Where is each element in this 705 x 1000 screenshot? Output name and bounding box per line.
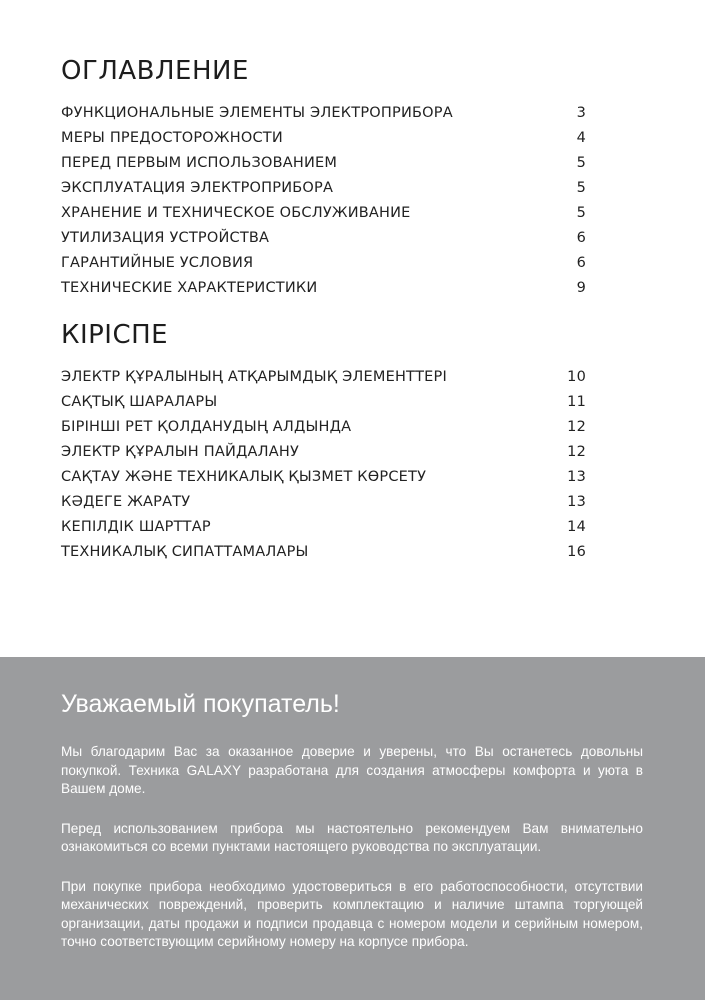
toc-entry[interactable] (61, 276, 586, 301)
toc-entry[interactable] (61, 365, 586, 390)
toc-entry-page: 5 (576, 205, 586, 221)
toc-entry-page: 4 (576, 130, 586, 146)
toc-kazakh (61, 318, 586, 565)
toc-entry-page: 9 (576, 280, 586, 296)
toc-entry-title: УТИЛИЗАЦИЯ УСТРОЙСТВА (61, 230, 270, 246)
toc-heading: ОГЛАВЛЕНИЕ (61, 56, 249, 86)
toc-entry[interactable] (61, 540, 586, 565)
toc-entry-title: САҚТЫҚ ШАРАЛАРЫ (61, 394, 218, 410)
toc-entry[interactable] (61, 465, 586, 490)
toc-entry[interactable] (61, 515, 586, 540)
toc-entry-page: 6 (576, 255, 586, 271)
toc-entry-page: 13 (567, 494, 586, 510)
toc-entry-title: ТЕХНИКАЛЫҚ СИПАТТАМАЛАРЫ (61, 544, 309, 560)
toc-entry-page: 12 (567, 444, 586, 460)
toc-entry[interactable] (61, 251, 586, 276)
toc-entry-page: 14 (567, 519, 586, 535)
greeting-title: Уважаемый покупатель! (61, 690, 340, 718)
toc-entry[interactable] (61, 201, 586, 226)
toc-entry[interactable] (61, 101, 586, 126)
toc-entry-title: ЭЛЕКТР ҚҰРАЛЫН ПАЙДАЛАНУ (61, 444, 299, 460)
toc-entry[interactable] (61, 415, 586, 440)
toc-entry-page: 3 (576, 105, 586, 121)
toc-entry-page: 16 (567, 544, 586, 560)
toc-entry-page: 12 (567, 419, 586, 435)
toc-entry-page: 10 (567, 369, 586, 385)
toc-entry-title: ГАРАНТИЙНЫЕ УСЛОВИЯ (61, 255, 254, 271)
toc-entry-page: 5 (576, 180, 586, 196)
toc-entry[interactable] (61, 176, 586, 201)
toc-entry[interactable] (61, 226, 586, 251)
toc-entry-title: ЭКСПЛУАТАЦИЯ ЭЛЕКТРОПРИБОРА (61, 180, 334, 196)
toc-entry[interactable] (61, 390, 586, 415)
toc-entry-title: КЕПІЛДІК ШАРТТАР (61, 519, 211, 535)
toc-entry-page: 6 (576, 230, 586, 246)
toc-entry-page: 5 (576, 155, 586, 171)
toc-entry[interactable] (61, 490, 586, 515)
toc-list (61, 101, 586, 301)
toc-entry[interactable] (61, 440, 586, 465)
toc-entry-title: МЕРЫ ПРЕДОСТОРОЖНОСТИ (61, 130, 283, 146)
greeting-paragraph: Перед использованием прибора мы настоятельно рекомендуем Вам внимательно ознакомиться со всеми пунктами настоящего руководства по эксплуатации. (61, 820, 643, 854)
greeting-panel (0, 657, 705, 1000)
toc-entry-title: ФУНКЦИОНАЛЬНЫЕ ЭЛЕМЕНТЫ ЭЛЕКТРОПРИБОРА (61, 105, 453, 121)
toc-entry[interactable] (61, 126, 586, 151)
toc-entry-title: ТЕХНИЧЕСКИЕ ХАРАКТЕРИСТИКИ (61, 280, 318, 296)
toc-entry-page: 13 (567, 469, 586, 485)
toc-entry-title: ХРАНЕНИЕ И ТЕХНИЧЕСКОЕ ОБСЛУЖИВАНИЕ (61, 205, 411, 221)
greeting-paragraph: При покупке прибора необходимо удостовериться в его работоспособности, отсутствии механических повреждений, проверить комплектацию и наличие штампа торгующей организации, даты продажи и подписи продавца с номером модели и серийным номером, точно соответствующим серийному номеру на корпусе прибора. (61, 878, 643, 949)
toc-heading: КІРІСПЕ (61, 320, 169, 350)
toc-entry-title: БІРІНШІ РЕТ ҚОЛДАНУДЫҢ АЛДЫНДА (61, 419, 352, 435)
toc-entry-title: ПЕРЕД ПЕРВЫМ ИСПОЛЬЗОВАНИЕМ (61, 155, 338, 171)
toc-list (61, 365, 586, 565)
greeting-body (61, 743, 643, 973)
toc-entry-title: КӘДЕГЕ ЖАРАТУ (61, 494, 191, 510)
toc-russian (61, 54, 586, 301)
toc-entry[interactable] (61, 151, 586, 176)
toc-entry-title: САҚТАУ ЖӘНЕ ТЕХНИКАЛЫҚ ҚЫЗМЕТ КӨРСЕТУ (61, 469, 427, 485)
toc-entry-page: 11 (567, 394, 586, 410)
toc-entry-title: ЭЛЕКТР ҚҰРАЛЫНЫҢ АТҚАРЫМДЫҚ ЭЛЕМЕНТТЕРІ (61, 369, 447, 385)
greeting-paragraph: Мы благодарим Вас за оказанное доверие и уверены, что Вы останетесь довольны покупкой. Техника GALAXY разработана для создания атмосферы комфорта и уюта в Вашем доме. (61, 744, 643, 796)
